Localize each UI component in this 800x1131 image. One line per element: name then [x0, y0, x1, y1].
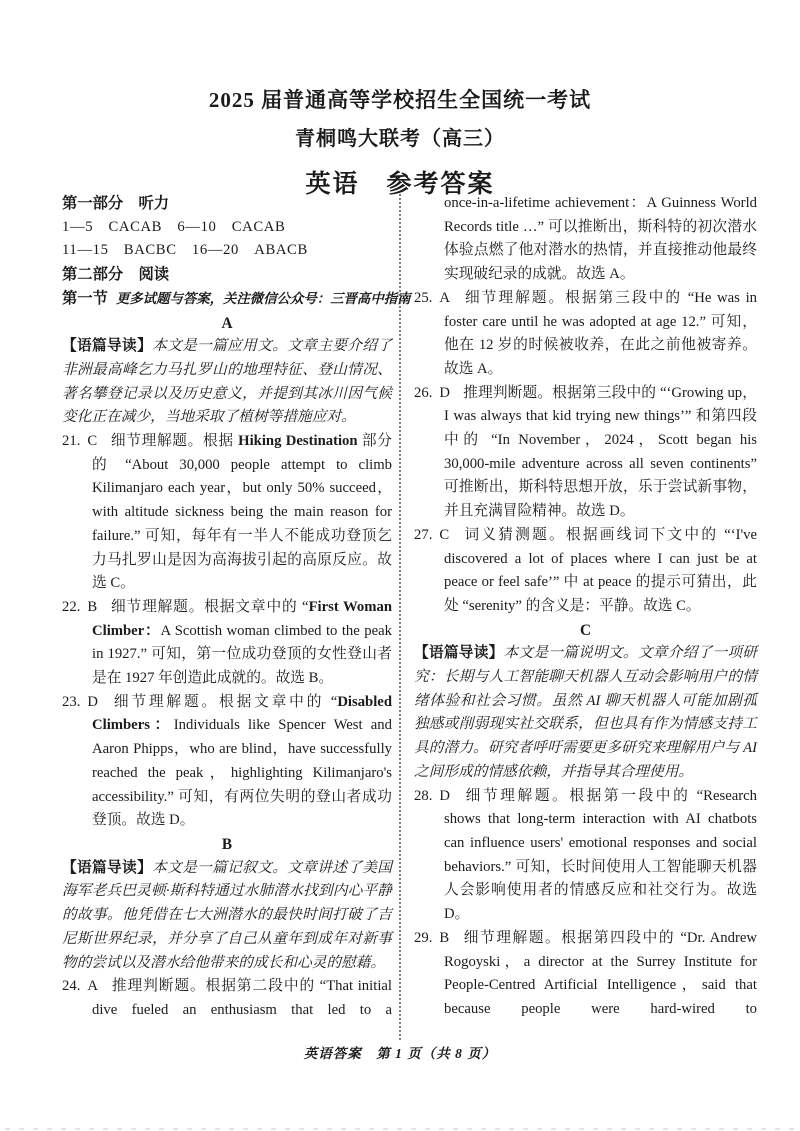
question-number: 27. — [414, 526, 433, 543]
question-number: 22. — [62, 598, 81, 615]
question-29 — [414, 927, 757, 1022]
question-21 — [62, 430, 392, 596]
answer-letter: D — [87, 693, 98, 710]
exam-title-line1: 2025 届普通高等学校招生全国统一考试 — [208, 88, 592, 112]
explanation-segment: 推理判断题。根据第二段中的 “That initial dive fueled an enthusiasm that led to a — [92, 978, 392, 1018]
passage-c-guide — [414, 642, 757, 784]
question-number: 23. — [62, 693, 81, 710]
explanation-segment: 细节理解题。根据第三段中的 “He was in foster care until he was adopted at age 12.” 可知，他在 12 岁的时候被收养，在此之前他被寄养。故选 A。 — [444, 289, 757, 377]
question-28 — [414, 785, 757, 927]
explanation-segment: 细节理解题。根据文章中的 “ — [110, 598, 309, 615]
explanation-segment: 细节理解题。根据第一段中的 “Research shows that long-term interaction with AI chatbots can influence users' emotional responses and social behaviors.” 可知，长时间使用人工智能聊天机器人会影响使用者的情感反应和社交行为。故选 D。 — [444, 787, 757, 923]
passage-b-guide — [62, 857, 392, 976]
wechat-promo-note: 更多试题与答案，关注微信公众号：三晋高中指南 — [115, 290, 411, 306]
listening-answers-line-1: 1—5 CACAB 6—10 CACAB — [62, 218, 286, 235]
left-column — [62, 192, 411, 1023]
question-number: 21. — [62, 433, 81, 450]
explanation-segment: A Scottish woman climbed to the peak in 1927.” 可知，第一位成功登顶的女性登山者是在 1927 年创造此成就的。故选 B。 — [92, 622, 392, 687]
part2-reading-heading: 第二部分 阅读 — [62, 266, 170, 284]
question-number: 26. — [414, 384, 433, 401]
passage-c-label: C — [579, 621, 592, 639]
document-header — [0, 84, 800, 200]
answer-letter: C — [439, 526, 450, 543]
guide-text: 本文是一篇应用文。文章主要介绍了非洲最高峰乞力马扎罗山的地理特征、登山情况、著名攀登记录以及历史意义，并提到其冰川因气候变化正在减少，当地采取了植树等措施应对。 — [62, 338, 392, 426]
passage-a-guide — [62, 335, 392, 430]
answer-letter: D — [439, 384, 450, 401]
question-number: 25. — [414, 289, 433, 306]
guide-text: 本文是一篇说明文。文章介绍了一项研究：长期与人工智能聊天机器人互动会影响用户的情绪体验和社会习惯。虽然 AI 聊天机器人可能加剧孤独感或削弱现实社交联系，但也具有作为情感支持工具的潜力。研究者呼吁需要更多研究来理解用户与 AI 之间形成的情感依赖，并指导其合理使用。 — [414, 645, 757, 780]
scan-artifact-bottom-edge — [5, 1128, 795, 1130]
explanation-segment: 细节理解题。根据 — [110, 433, 239, 450]
question-24 — [62, 975, 392, 1022]
section1-line — [62, 287, 411, 312]
answer-letter: B — [87, 598, 98, 615]
section1-label: 第一节 — [62, 289, 108, 307]
guide-label: 【语篇导读】 — [62, 859, 153, 876]
explanation-bold-segment: Disabled Climbers： — [92, 693, 392, 734]
explanation-segment: 推理判断题。根据第三段中的 “‘Growing up，I was always that kid trying new things’” 和第四段中的 “In November，2024，Scott began his 30,000-mile adventure across all seven continents” 可推断出，斯科特思想开放，乐于尝试新事物，并且充满冒险精神。故选 D。 — [444, 384, 757, 520]
passage-a-label: A — [221, 314, 233, 332]
explanation-bold-segment: Hiking Destination — [238, 433, 358, 450]
question-27 — [414, 524, 757, 619]
subject-answer-title: 英语 参考答案 — [305, 171, 495, 198]
guide-label: 【语篇导读】 — [414, 645, 504, 662]
answer-letter: B — [439, 929, 450, 946]
answer-letter: A — [87, 978, 98, 995]
page-footer: 英语答案 第 1 页（共 8 页） — [303, 1046, 497, 1061]
guide-label: 【语篇导读】 — [62, 338, 153, 355]
right-column — [414, 192, 757, 1022]
question-22 — [62, 596, 392, 691]
column-divider-dotted-line — [399, 194, 401, 1040]
exam-title-line2: 青桐鸣大联考（高三） — [295, 128, 505, 150]
explanation-bold-segment: First Woman Climber： — [92, 598, 392, 639]
question-23 — [62, 691, 392, 833]
question-number: 24. — [62, 978, 81, 995]
question-25 — [414, 287, 757, 382]
guide-text: 本文是一篇记叙文。文章讲述了美国海军老兵巴灵顿·斯科特通过水肺潜水找到内心平静的故事。他凭借在七大洲潜水的最快时间打破了吉尼斯世界纪录，并分享了自己从童年到成年对新事物的尝试以及潜水给他带来的成长和心灵的慰藉。 — [62, 859, 392, 971]
question-number: 28. — [414, 787, 433, 804]
answer-letter: A — [439, 289, 450, 306]
answer-letter: C — [87, 433, 98, 450]
passage-b-label: B — [221, 835, 233, 853]
explanation-segment: 细节理解题。根据第四段中的 “Dr. Andrew Rogoyski，a director at the Surrey Institute for People-Centred Artificial Intelligence，said that because people were hard-wired to — [444, 929, 757, 1017]
question-26 — [414, 382, 757, 524]
question-number: 29. — [414, 929, 433, 946]
explanation-segment: 细节理解题。根据文章中的 “ — [110, 693, 338, 710]
explanation-segment: 部分的 “About 30,000 people attempt to climb Kilimanjaro each year，but only 50% succeed，with altitude sickness being the main reason for failure.” 可知，每年有一半人不能成功登顶乞力马扎罗山是因为高海拔引起的高原反应。故选 C。 — [92, 433, 392, 592]
explanation-segment: Individuals like Spencer West and Aaron Phipps，who are blind，have successfully reached the peak，highlighting Kilimanjaro's accessibility.” 可知，有两位失明的登山者成功登顶。故选 D。 — [92, 717, 392, 829]
question-24-continuation: once-in-a-lifetime achievement：A Guinness World Records title …” 可以推断出，斯科特的初次潜水体验点燃了他对潜水的热情，并直接推动他最终实现破纪录的成就。故选 A。 — [444, 195, 757, 283]
answer-letter: D — [439, 787, 450, 804]
listening-answers-line-2: 11—15 BACBC 16—20 ABACB — [62, 242, 308, 259]
part1-listening-heading: 第一部分 听力 — [62, 195, 170, 212]
explanation-segment: 词义猜测题。根据画线词下文中的 “‘I've discovered a lot of places where I can just be at peace or feel safe’” 中 at peace 的提示可猜出，此处 “serenity” 的含义是：平静。故选 C。 — [444, 526, 757, 614]
